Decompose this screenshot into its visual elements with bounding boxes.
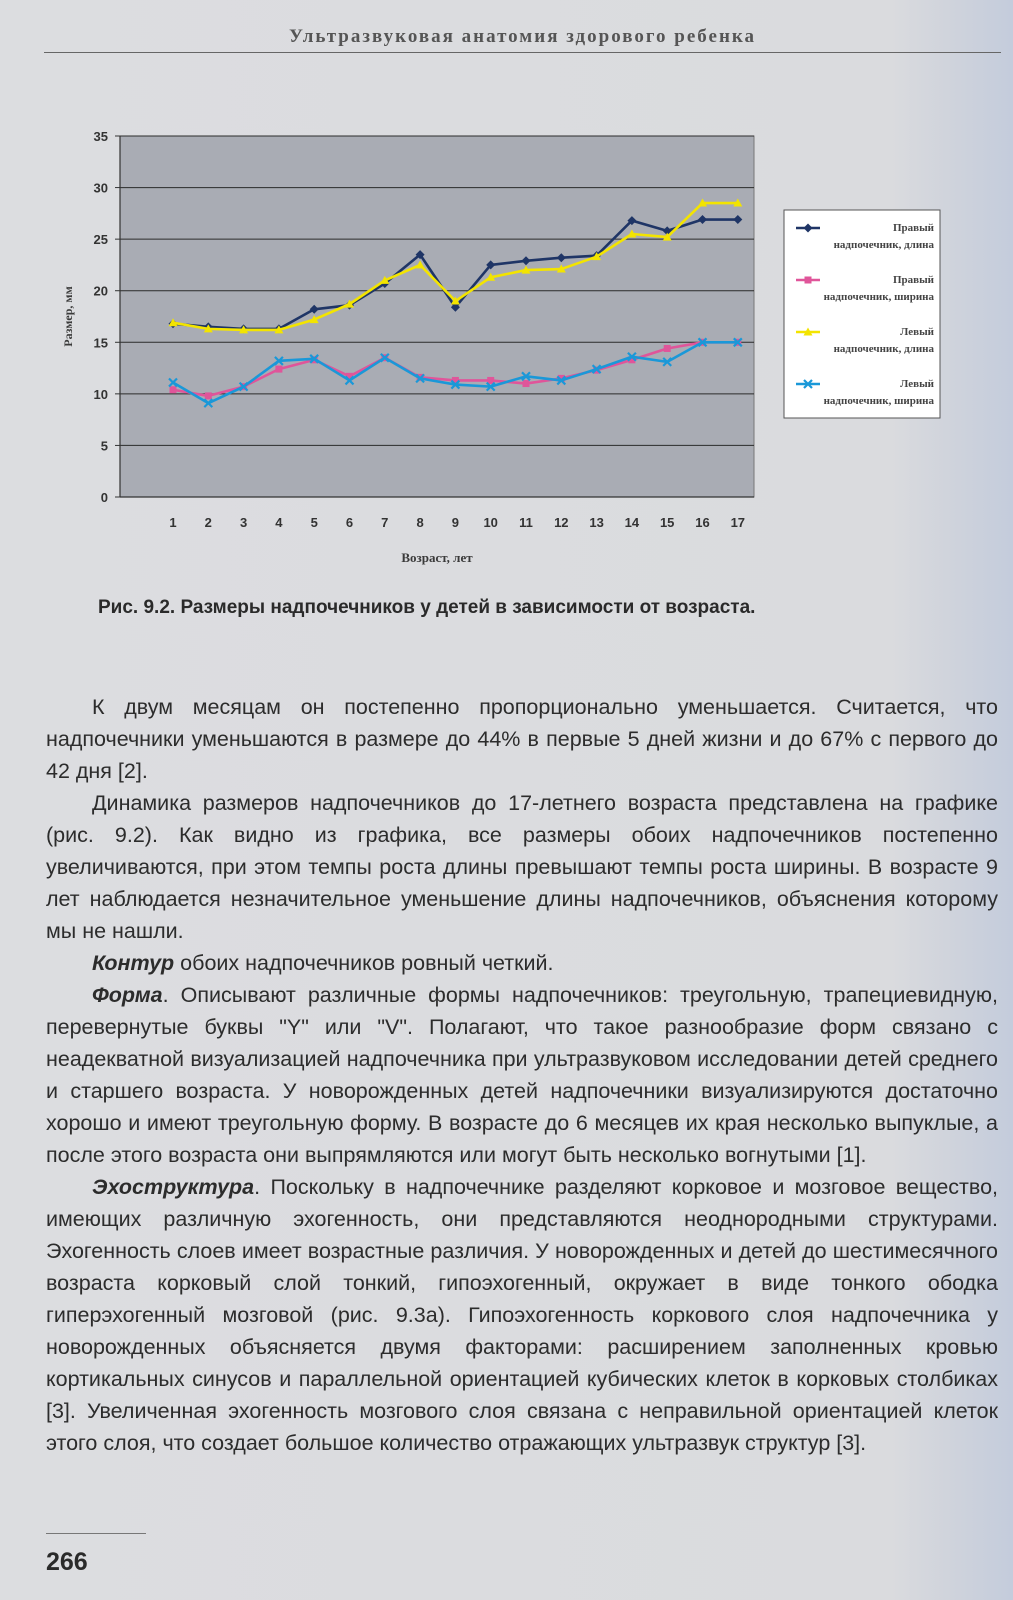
x-axis-label: Возраст, лет [401, 550, 473, 565]
legend-label-2: Правый надпочечник, ширина [823, 274, 934, 303]
y-tick-label-15: 15 [93, 335, 108, 351]
y-tick-label-5: 5 [100, 438, 108, 454]
series-2-point-2 [205, 392, 212, 399]
legend-marker-2 [805, 277, 812, 284]
paragraph-4-text: . Описывают различные формы надпочечников: треугольную, трапециевидную, перевернутые буквы "Y" или "V". Полагают, что такое разнообразие форм связано с неадекватной визуализацией надпочечника при ультразвуковом исследовании детей среднего и старшего возраста. У новорожденных детей надпочечники визуализируются достаточно хорошо и имеют треугольную форму. В возрасте до 6 месяцев их края несколько выпуклые, а после этого возраста они выпрямляются или могут быть несколько вогнутыми [1]. [46, 983, 998, 1167]
x-tick-label-17: 17 [730, 515, 746, 530]
paragraph-3-text: обоих надпочечников ровный четкий. [174, 951, 554, 975]
y-tick-labels [94, 129, 108, 505]
series-2-point-15 [664, 345, 671, 352]
y-tick-label-25: 25 [93, 232, 108, 248]
paragraph-2: Динамика размеров надпочечников до 17-летнего возраста представлена на графике (рис. 9.2). Как видно из графика, все размеры обоих надпочечников постепенно увеличиваются, при этом темпы роста длины превышают темпы роста ширины. В возрасте 9 лет наблюдается незначительное уменьшение длины надпочечников, объяснения которому мы не нашли. [46, 791, 998, 943]
x-tick-label-2: 2 [204, 515, 212, 530]
term-shape: Форма [92, 983, 163, 1007]
paragraph-5 [46, 1171, 998, 1459]
x-tick-label-11: 11 [519, 515, 533, 530]
y-tick-label-20: 20 [93, 283, 108, 299]
x-tick-label-14: 14 [624, 515, 640, 530]
paragraph-3 [46, 947, 998, 979]
x-tick-label-1: 1 [169, 515, 177, 530]
x-tick-label-5: 5 [310, 515, 318, 530]
x-tick-label-9: 9 [451, 515, 460, 530]
x-tick-label-8: 8 [416, 515, 424, 530]
x-tick-label-15: 15 [659, 515, 675, 530]
legend [784, 210, 940, 418]
paragraph-5-text: . Поскольку в надпочечнике разделяют корковое и мозговое вещество, имеющих различную эхогенность, они представляются неоднородными структурами. Эхогенность слоев имеет возрастные различия. У новорожденных и детей до шестимесячного возраста корковый слой тонкий, гипоэхогенный, окружает в виде тонкого ободка гиперэхогенный мозговой (рис. 9.3а). Гипоэхогенность коркового слоя надпочечника у новорожденных объясняется двумя факторами: расширением заполненных кровью кортикальных синусов и параллельной ориентацией кубических клеток в корковых столбиках [3]. Увеличенная эхогенность мозгового слоя связана с неправильной ориентацией клеток этого слоя, что создает большое количество отражающих ультразвук структур [3]. [46, 1175, 998, 1455]
body-text [46, 691, 998, 1459]
series-2-point-11 [523, 380, 530, 387]
y-tick-label-10: 10 [93, 386, 108, 402]
header-rule [44, 52, 1001, 53]
x-tick-label-13: 13 [589, 515, 604, 530]
plot-area [120, 136, 754, 497]
paragraph-1: К двум месяцам он постепенно пропорционально уменьшается. Считается, что надпочечники уменьшаются в размере до 44% в первые 5 дней жизни и до 67% с первого до 42 дня [2]. [46, 695, 998, 783]
series-2-point-1 [170, 386, 177, 393]
y-tick-label-30: 30 [93, 180, 108, 196]
page-number: 266 [46, 1548, 88, 1576]
y-axis-label: Размер, мм [61, 286, 75, 347]
paragraph-4 [46, 979, 998, 1171]
x-tick-label-6: 6 [345, 515, 354, 530]
x-tick-label-16: 16 [695, 515, 710, 530]
term-echostructure: Эхоструктура [92, 1175, 255, 1199]
figure-caption: Рис. 9.2. Размеры надпочечников у детей в зависимости от возраста. [98, 597, 756, 618]
x-tick-label-10: 10 [483, 515, 498, 530]
y-tick-label-35: 35 [93, 129, 108, 144]
term-contour: Контур [92, 951, 175, 975]
footer-rule [46, 1533, 146, 1534]
running-header: Ультразвуковая анатомия здорового ребенка [288, 26, 757, 47]
legend-label-1: Правый надпочечник, длина [833, 222, 934, 251]
y-tick-label-0: 0 [100, 490, 108, 505]
legend-label-4: Левый надпочечник, ширина [823, 378, 934, 407]
x-tick-labels [169, 515, 745, 530]
x-tick-label-3: 3 [239, 515, 248, 530]
series-2-point-4 [275, 366, 282, 373]
legend-label-3: Левый надпочечник, длина [833, 326, 934, 355]
adrenal-size-chart [50, 120, 950, 570]
x-tick-label-12: 12 [554, 515, 569, 530]
x-tick-label-4: 4 [275, 515, 283, 530]
x-tick-label-7: 7 [381, 515, 389, 530]
